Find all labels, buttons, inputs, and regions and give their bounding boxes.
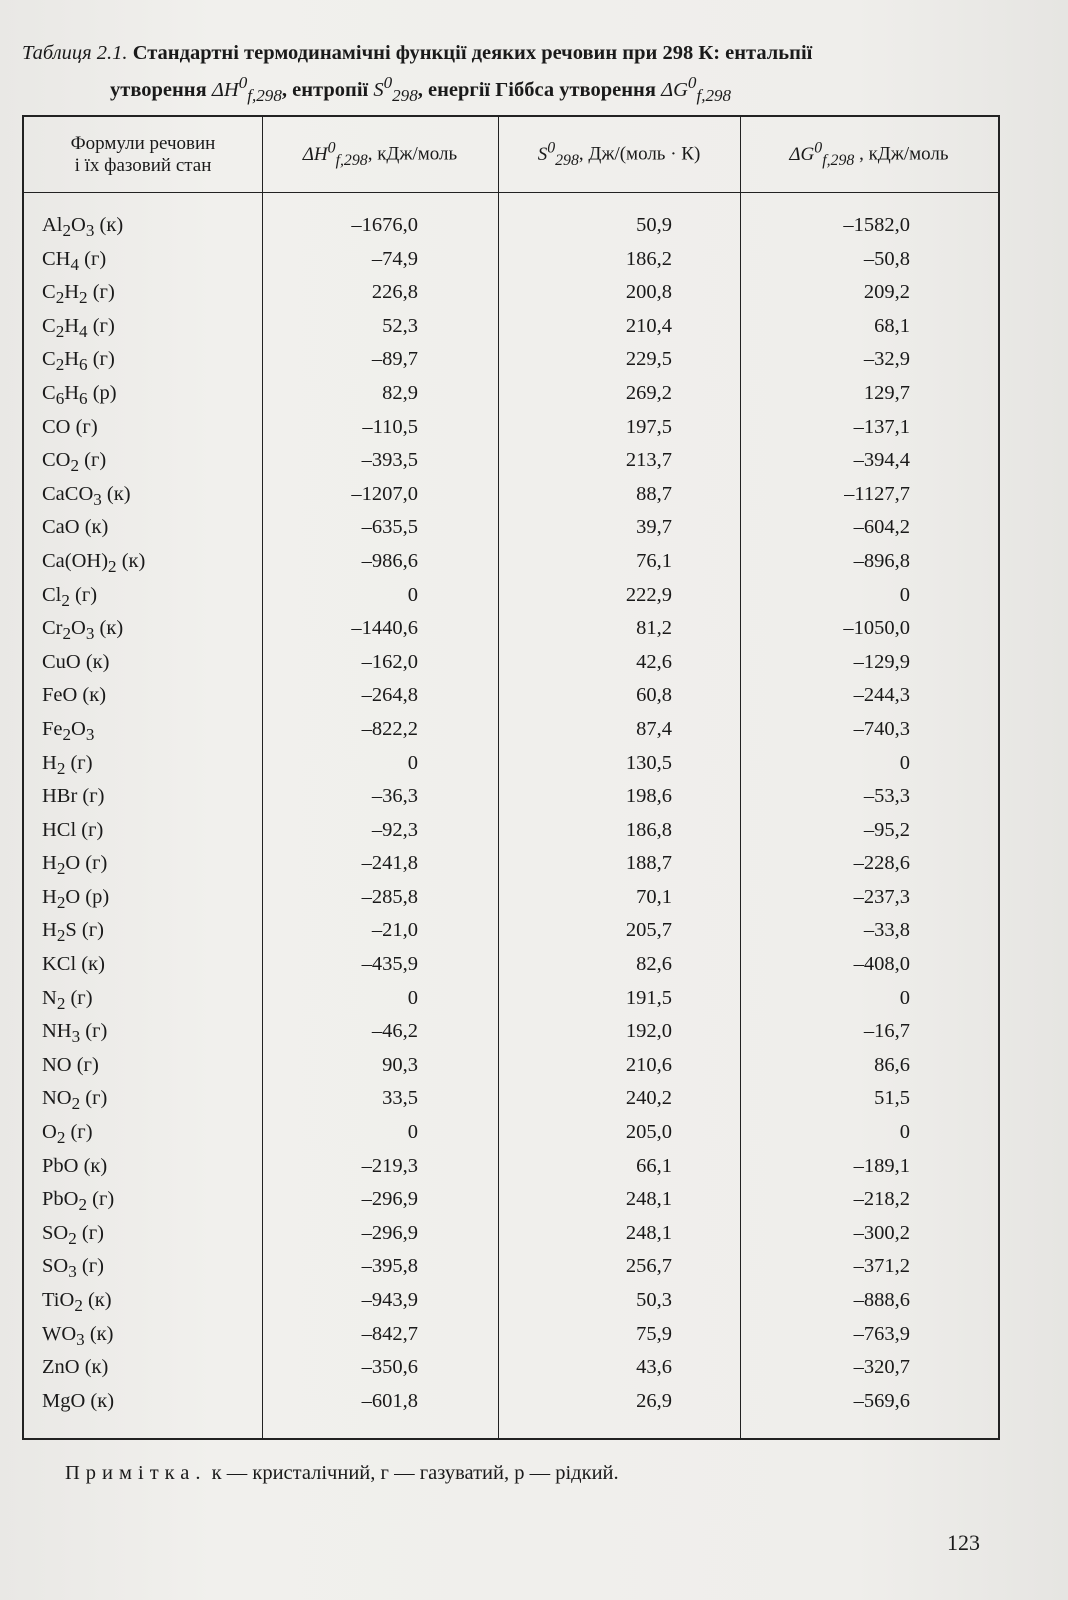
entropy-cell: 222,9 [625,583,672,606]
table-row [24,1116,998,1150]
formula-cell: $NH_3$ (г) [42,1020,108,1047]
gibbs-cell: –33,8 [863,919,910,942]
enthalpy-cell: 0 [407,583,418,606]
enthalpy-cell: –635,5 [361,516,418,539]
entropy-cell: 200,8 [625,281,672,304]
table-row [24,1284,998,1318]
table-row [24,1150,998,1184]
formula-cell: $SO_2$ (г) [42,1221,104,1248]
entropy-cell: 70,1 [636,885,672,908]
entropy-cell: 197,5 [625,415,672,438]
entropy-cell: 50,9 [636,214,672,236]
table-row [24,411,998,445]
formula-cell: FeO (к) [42,684,107,707]
gibbs-cell: –1582,0 [843,214,910,236]
enthalpy-symbol: $\Delta H^0_{f,298}$ [211,73,282,105]
entropy-cell: 198,6 [625,785,672,808]
table-row [24,881,998,915]
formula-cell: $O_2$ (г) [42,1121,93,1148]
enthalpy-cell: 0 [407,751,418,774]
caption-lead: Таблиця 2.1. [22,42,128,64]
entropy-cell: 81,2 [636,617,672,640]
entropy-cell: 269,2 [625,381,672,404]
enthalpy-cell: –296,9 [361,1188,418,1211]
table-row [24,847,998,881]
gibbs-cell: 129,7 [863,381,910,404]
gibbs-cell: –604,2 [853,516,910,539]
enthalpy-cell: 82,9 [382,381,418,404]
page-number: 123 [947,1530,980,1555]
enthalpy-cell: 90,3 [382,1053,418,1076]
table-row [24,646,998,680]
entropy-cell: 186,2 [625,247,672,270]
gibbs-cell: –244,3 [853,684,910,707]
table-row [24,310,998,344]
entropy-cell: 248,1 [625,1221,672,1244]
enthalpy-cell: 0 [407,986,418,1009]
entropy-cell: 82,6 [636,953,672,976]
note-text: к — кристалічний, г — газуватий, р — рідкий. [211,1462,619,1484]
gibbs-cell: –408,0 [853,953,910,976]
enthalpy-cell: –435,9 [361,953,418,976]
enthalpy-cell: –241,8 [361,852,418,875]
formula-cell: $C_2H_2$ (г) [42,281,115,308]
enthalpy-cell: 52,3 [382,314,418,337]
enthalpy-cell: –92,3 [371,818,418,841]
formula-cell: $CH_4$ (г) [42,247,107,274]
table-row [24,377,998,411]
formula-cell: TiO$_2$ (к) [42,1289,112,1316]
header-enthalpy: $\Delta H^0_{f,298}$, кДж/моль [302,139,458,169]
table-row [24,343,998,377]
caption-text-gibbs: енергії Гіббса утворення [428,78,656,101]
formula-cell: PbO$_2$ (г) [42,1188,115,1215]
enthalpy-cell: 0 [407,1121,418,1144]
gibbs-cell: 68,1 [874,314,910,337]
table-row [24,276,998,310]
formula-cell: MgO (к) [42,1389,115,1412]
enthalpy-cell: –264,8 [361,684,418,707]
table-row [24,478,998,512]
formula-cell: NO (г) [42,1053,99,1076]
enthalpy-cell: –296,9 [361,1221,418,1244]
enthalpy-cell: –395,8 [361,1255,418,1278]
gibbs-cell: –218,2 [853,1188,910,1211]
enthalpy-cell: –1676,0 [351,214,418,236]
gibbs-cell: 209,2 [863,281,910,304]
enthalpy-cell: –943,9 [361,1289,418,1311]
gibbs-cell: –300,2 [853,1221,910,1244]
formula-cell: $Fe_2O_3$ [42,717,95,744]
enthalpy-cell: –46,2 [371,1020,418,1043]
gibbs-cell: –394,4 [853,449,910,472]
enthalpy-cell: –285,8 [361,885,418,908]
enthalpy-cell: –1440,6 [351,617,418,640]
caption-text-entropy: ентропії [292,78,369,101]
entropy-cell: 240,2 [625,1087,672,1110]
enthalpy-header-symbol: $\Delta H^0_{f,298}$ [302,139,368,169]
entropy-cell: 229,5 [625,348,672,371]
gibbs-cell: –888,6 [853,1289,910,1311]
enthalpy-cell: –1207,0 [351,482,418,505]
formula-cell: $Cr_2O_3$ (к) [42,617,124,644]
enthalpy-cell: –842,7 [361,1322,418,1345]
enthalpy-cell: –822,2 [361,717,418,740]
header-gibbs: $\Delta G^0_{f,298}$ , кДж/моль [789,139,949,169]
formula-cell: $C_2H_6$ (г) [42,348,115,375]
entropy-cell: 50,3 [636,1289,672,1311]
entropy-cell: 26,9 [636,1389,672,1412]
enthalpy-cell: –219,3 [361,1154,418,1177]
gibbs-cell: 0 [899,986,910,1009]
formula-cell: KCl (к) [42,953,105,976]
enthalpy-cell: –36,3 [371,785,418,808]
formula-cell: CaCO$_3$ (к) [42,482,131,509]
table-row [24,1351,998,1385]
gibbs-cell: 0 [899,1121,910,1144]
enthalpy-cell: –89,7 [371,348,418,371]
entropy-symbol: $S^0_{298}$ [373,73,418,105]
formula-cell: $Cl_2$ (г) [42,583,98,610]
table-row [24,243,998,277]
gibbs-cell: –763,9 [853,1322,910,1345]
formula-cell: $H_2O$ (р) [42,885,110,912]
table-row [24,444,998,478]
gibbs-cell: –137,1 [853,415,910,438]
entropy-cell: 87,4 [636,717,672,740]
entropy-cell: 130,5 [625,751,672,774]
gibbs-header-symbol: $\Delta G^0_{f,298}$ [789,139,855,169]
header-entropy: $S^0_{298}$, Дж/(моль · К) [537,139,701,169]
table-row [24,982,998,1016]
header-formula-line1: Формули речовин [70,132,216,154]
table-row [24,1250,998,1284]
enthalpy-cell: –601,8 [361,1389,418,1412]
thermo-table [22,115,1000,1440]
entropy-cell: 205,0 [625,1121,672,1144]
entropy-cell: 188,7 [625,852,672,875]
entropy-cell: 76,1 [636,549,672,572]
table-row [24,511,998,545]
entropy-cell: 60,8 [636,684,672,707]
entropy-cell: 213,7 [625,449,672,472]
formula-cell: $CO_2$ (г) [42,449,107,476]
entropy-cell: 39,7 [636,516,672,539]
enthalpy-cell: 33,5 [382,1087,418,1110]
enthalpy-cell: –350,6 [361,1356,418,1379]
gibbs-cell: –189,1 [853,1154,910,1177]
entropy-cell: 43,6 [636,1356,672,1379]
gibbs-cell: 51,5 [874,1087,910,1110]
formula-cell: CO (г) [42,415,98,438]
table-row [24,1082,998,1116]
gibbs-cell: –740,3 [853,717,910,740]
gibbs-cell: –896,8 [853,549,910,572]
gibbs-cell: 0 [899,751,910,774]
formula-cell: $N_2$ (г) [42,986,93,1013]
caption-text-enthalpy: утворення [110,78,207,101]
formula-cell: $Al_2O_3$ (к) [42,214,124,241]
gibbs-cell: –32,9 [863,348,910,371]
table-row [24,545,998,579]
table-body [24,209,998,1418]
gibbs-cell: –50,8 [863,247,910,270]
formula-cell: CuO (к) [42,650,110,673]
gibbs-cell: –95,2 [863,818,910,841]
entropy-cell: 88,7 [636,482,672,505]
formula-cell: $WO_3$ (к) [42,1322,114,1349]
table-row [24,1318,998,1352]
entropy-header-symbol: $S^0_{298}$ [537,139,579,169]
header-gibbs-unit: кДж/моль [868,143,949,165]
gibbs-cell: –53,3 [863,785,910,808]
formula-cell: $H_2$ (г) [42,751,93,778]
formula-cell: $C_6H_6$ (р) [42,381,117,409]
table-note [65,1462,619,1485]
table-row [24,814,998,848]
formula-cell: $SO_3$ (г) [42,1255,104,1282]
gibbs-cell: –1127,7 [844,482,910,505]
entropy-cell: 248,1 [625,1188,672,1211]
enthalpy-cell: 226,8 [371,281,418,304]
header-enthalpy-unit: кДж/моль [377,143,458,165]
table-row [24,948,998,982]
gibbs-cell: –1050,0 [843,617,910,640]
header-formula-line2: і їх фазовий стан [74,154,212,176]
header-formula [24,117,262,192]
entropy-cell: 75,9 [636,1322,672,1345]
header-entropy-unit: Дж/(моль · К) [588,143,701,165]
enthalpy-cell: –162,0 [361,650,418,673]
caption-text-line1: Стандартні термодинамічні функції деяких речовин при 298 К: ентальпії [132,42,813,64]
table-row [24,209,998,243]
table-row [24,679,998,713]
table-row [24,914,998,948]
formula-cell: $H_2O$ (г) [42,852,108,879]
gibbs-cell: –320,7 [853,1356,910,1379]
entropy-cell: 66,1 [636,1154,672,1177]
table-row [24,579,998,613]
enthalpy-cell: –393,5 [361,449,418,472]
table-row [24,713,998,747]
gibbs-cell: –228,6 [853,852,910,875]
formula-cell: ZnO (к) [42,1356,109,1379]
entropy-cell: 210,4 [625,314,672,337]
table-row [24,612,998,646]
formula-cell: PbO (к) [42,1154,108,1177]
entropy-cell: 42,6 [636,650,672,673]
enthalpy-cell: –986,6 [361,549,418,572]
table-caption: Таблиця 2.1. Стандартні термодинамічні функції деяких речовин при 298 К: ентальпії утворення $\Delta H^0_{f,298}$, ентропії $S^0_{298}$, енергії Гіббса утворення $\Delta G^0_{f,298}$ [22,42,813,105]
table-row [24,1015,998,1049]
enthalpy-cell: –110,5 [362,415,418,438]
gibbs-cell: 86,6 [874,1053,910,1076]
formula-cell: $C_2H_4$ (г) [42,314,115,341]
entropy-cell: 256,7 [625,1255,672,1278]
gibbs-cell: 0 [899,583,910,606]
table-row [24,780,998,814]
entropy-cell: 191,5 [625,986,672,1009]
formula-cell: CaO (к) [42,516,109,539]
gibbs-cell: –371,2 [853,1255,910,1278]
gibbs-cell: –237,3 [853,885,910,908]
gibbs-cell: –569,6 [853,1389,910,1412]
formula-cell: $Ca(OH)_2$ (к) [42,549,146,577]
formula-cell: HCl (г) [42,818,104,841]
table-row [24,1217,998,1251]
gibbs-cell: –16,7 [863,1020,910,1043]
formula-cell: $H_2S$ (г) [42,919,104,946]
entropy-cell: 205,7 [625,919,672,942]
enthalpy-cell: –74,9 [371,247,418,270]
entropy-cell: 210,6 [625,1053,672,1076]
table-row [24,747,998,781]
table-row [24,1183,998,1217]
enthalpy-cell: –21,0 [371,919,418,942]
header-divider [24,192,998,193]
formula-cell: $NO_2$ (г) [42,1087,108,1114]
gibbs-symbol: $\Delta G^0_{f,298}$ [661,73,732,105]
formula-cell: HBr (г) [42,785,105,808]
entropy-cell: 186,8 [625,818,672,841]
table-row [24,1049,998,1083]
gibbs-cell: –129,9 [853,650,910,673]
entropy-cell: 192,0 [625,1020,672,1043]
note-label: Примітка. [65,1462,207,1484]
table-row [24,1385,998,1419]
